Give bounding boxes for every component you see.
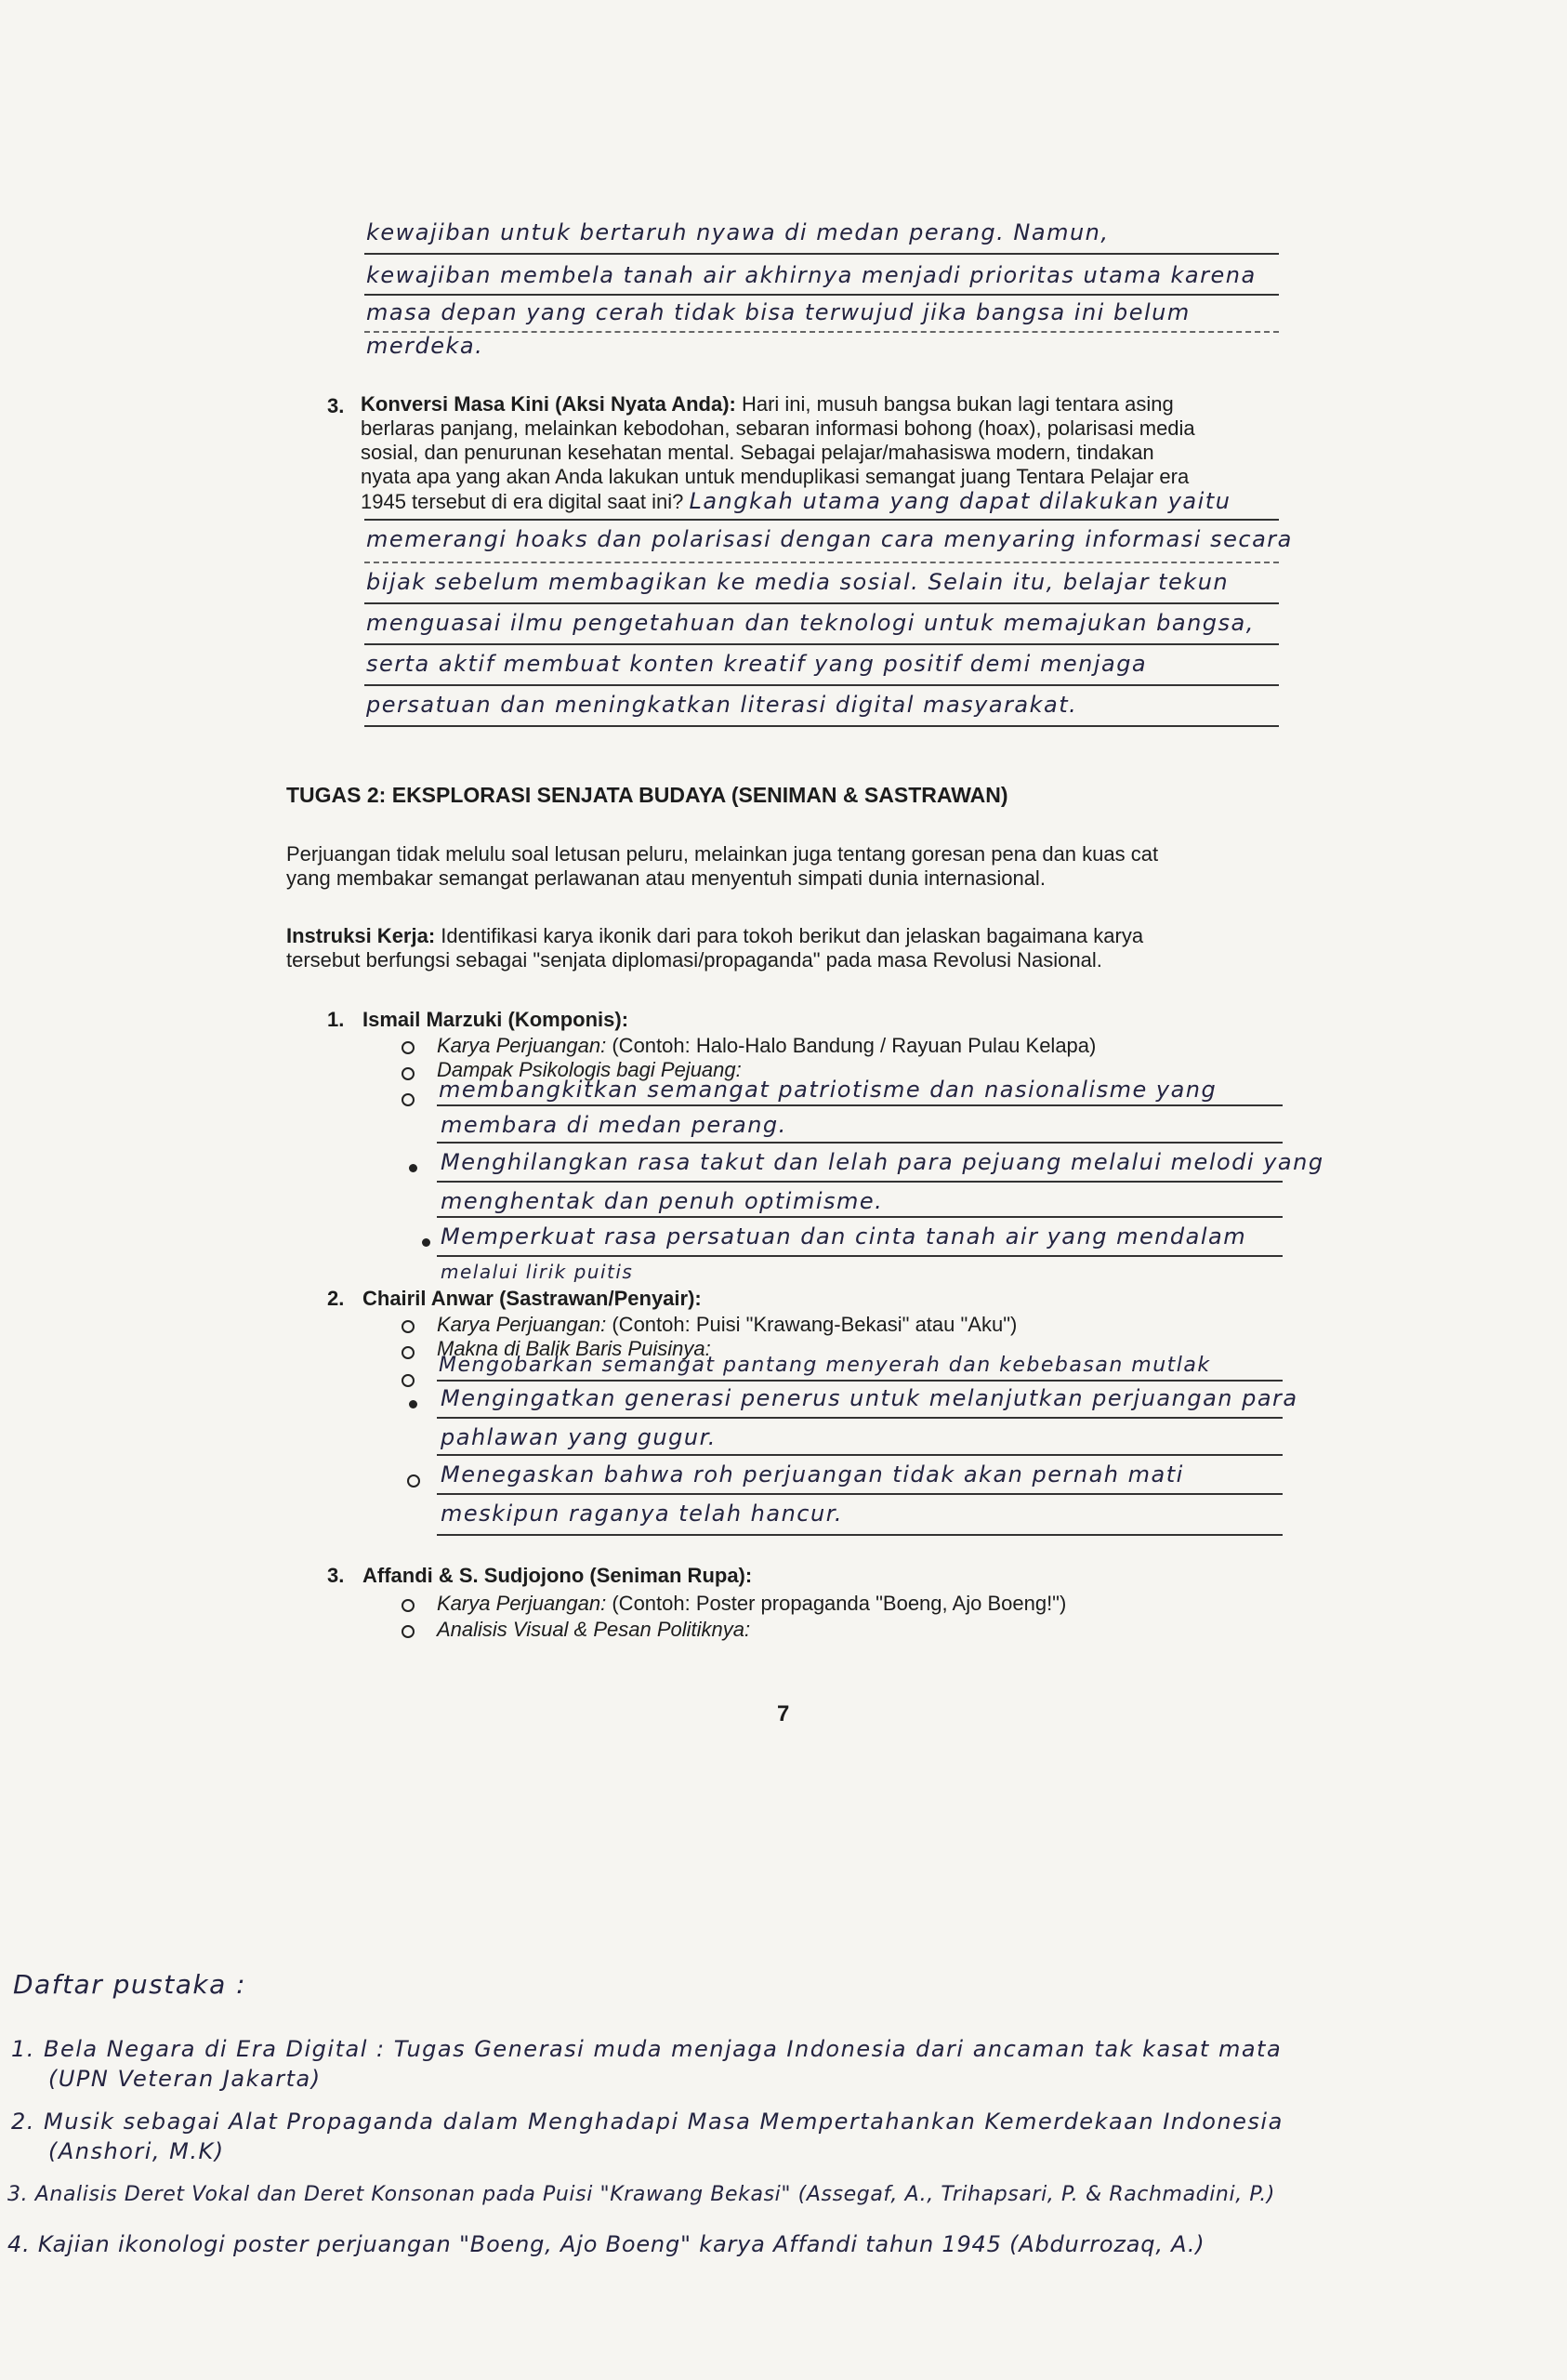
answer-rule bbox=[437, 1454, 1283, 1456]
answer-rule bbox=[364, 725, 1279, 727]
karya-text: (Contoh: Halo-Halo Bandung / Rayuan Pulau Kelapa) bbox=[612, 1034, 1097, 1057]
q3-answer-line: menguasai ilmu pengetahuan dan teknologi untuk memajukan bangsa, bbox=[366, 610, 1255, 636]
item-number: 1. bbox=[327, 1008, 345, 1031]
q3-answer-line: persatuan dan meningkatkan literasi digital masyarakat. bbox=[366, 692, 1078, 718]
references-title: Daftar pustaka : bbox=[13, 1969, 247, 2000]
item-3-title: Affandi & S. Sudjojono (Seniman Rupa): bbox=[362, 1564, 753, 1587]
reference-item: 2. Musik sebagai Alat Propaganda dalam Menghadapi Masa Mempertahankan Kemerdekaan Indonesia bbox=[11, 2109, 1284, 2135]
bullet-circle bbox=[407, 1474, 420, 1488]
hand-line-3: masa depan yang cerah tidak bisa terwujud jika bangsa ini belum bbox=[366, 299, 1191, 325]
answer-rule bbox=[364, 602, 1279, 604]
instruction-line-1: Identifikasi karya ikonik dari para tokoh berikut dan jelaskan bagaimana karya bbox=[441, 924, 1144, 947]
instruction-line-2: tersebut berfungsi sebagai "senjata diplomasi/propaganda" pada masa Revolusi Nasional. bbox=[286, 948, 1102, 972]
q3-line3: sosial, dan penurunan kesehatan mental. Sebagai pelajar/mahasiswa modern, tindakan bbox=[361, 441, 1154, 464]
question-number: 3. bbox=[327, 394, 345, 417]
bullet-circle bbox=[402, 1346, 415, 1359]
q3-line4: nyata apa yang akan Anda lakukan untuk menduplikasi semangat juang Tentara Pelajar era bbox=[361, 465, 1190, 488]
q3-answer-line: serta aktif membuat konten kreatif yang positif demi menjaga bbox=[366, 651, 1148, 677]
bullet-circle bbox=[402, 1067, 415, 1080]
answer-rule bbox=[364, 294, 1279, 296]
q3-answer-start: Langkah utama yang dapat dilakukan yaitu bbox=[689, 488, 1231, 514]
item1-answer-line: membangkitkan semangat patriotisme dan nasionalisme yang bbox=[439, 1077, 1218, 1103]
bullet-dot bbox=[409, 1400, 417, 1408]
analisis-label: Analisis Visual & Pesan Politiknya: bbox=[437, 1618, 751, 1641]
hand-line-4: merdeka. bbox=[366, 333, 484, 359]
karya-label: Karya Perjuangan: bbox=[437, 1313, 607, 1336]
tugas2-intro bbox=[286, 842, 1158, 891]
page-number: 7 bbox=[777, 1701, 790, 1726]
bullet-circle bbox=[402, 1374, 415, 1387]
q3-line5: 1945 tersebut di era digital saat ini? bbox=[361, 490, 684, 513]
item2-answer-line: meskipun raganya telah hancur. bbox=[441, 1501, 843, 1527]
answer-rule bbox=[364, 643, 1279, 645]
item2-answer-line: Mengingatkan generasi penerus untuk melanjutkan perjuangan para bbox=[441, 1385, 1298, 1411]
answer-rule bbox=[437, 1493, 1283, 1495]
makna-label: Makna di Balik Baris Puisinya: bbox=[437, 1337, 711, 1360]
item1-answer-line: melalui lirik puitis bbox=[441, 1261, 634, 1283]
hand-line-2: kewajiban membela tanah air akhirnya menjadi prioritas utama karena bbox=[366, 262, 1257, 288]
answer-rule bbox=[437, 1181, 1283, 1183]
q3-answer-line: memerangi hoaks dan polarisasi dengan cara menyaring informasi secara bbox=[366, 526, 1293, 552]
dampak-label: Dampak Psikologis bagi Pejuang: bbox=[437, 1058, 742, 1081]
reference-item: (UPN Veteran Jakarta) bbox=[48, 2066, 322, 2092]
answer-rule bbox=[437, 1142, 1283, 1144]
karya-text: (Contoh: Puisi "Krawang-Bekasi" atau "Aku") bbox=[612, 1313, 1018, 1336]
item2-answer-line: Menegaskan bahwa roh perjuangan tidak akan pernah mati bbox=[441, 1461, 1184, 1488]
section-heading: TUGAS 2: EKSPLORASI SENJATA BUDAYA (SENIMAN & SASTRAWAN) bbox=[286, 783, 1008, 807]
karya-line bbox=[437, 1034, 1096, 1058]
answer-rule bbox=[437, 1380, 1283, 1382]
item2-answer-line: Mengobarkan semangat pantang menyerah dan kebebasan mutlak bbox=[439, 1354, 1211, 1377]
bullet-circle bbox=[402, 1041, 415, 1054]
reference-item: 1. Bela Negara di Era Digital : Tugas Generasi muda menjaga Indonesia dari ancaman tak kasat mata bbox=[11, 2036, 1283, 2062]
item-2-title: Chairil Anwar (Sastrawan/Penyair): bbox=[362, 1287, 702, 1310]
item-1-title: Ismail Marzuki (Komponis): bbox=[362, 1008, 629, 1031]
reference-item: (Anshori, M.K) bbox=[48, 2138, 225, 2164]
item1-answer-line: menghentak dan penuh optimisme. bbox=[441, 1188, 884, 1214]
karya-line bbox=[437, 1592, 1066, 1616]
item2-answer-line: pahlawan yang gugur. bbox=[441, 1424, 717, 1450]
answer-rule bbox=[437, 1417, 1283, 1419]
answer-rule bbox=[364, 519, 1279, 521]
item1-answer-line: Memperkuat rasa persatuan dan cinta tanah air yang mendalam bbox=[441, 1223, 1247, 1250]
bullet-dot bbox=[409, 1164, 417, 1172]
answer-rule bbox=[364, 253, 1279, 255]
item-number: 2. bbox=[327, 1287, 345, 1310]
hand-line-1: kewajiban untuk bertaruh nyawa di medan perang. Namun, bbox=[366, 219, 1110, 245]
answer-rule bbox=[437, 1104, 1283, 1106]
question-3-title: Konversi Masa Kini (Aksi Nyata Anda): bbox=[361, 392, 736, 416]
answer-rule bbox=[364, 331, 1279, 333]
bullet-circle bbox=[402, 1625, 415, 1638]
intro-line-2: yang membakar semangat perlawanan atau menyentuh simpati dunia internasional. bbox=[286, 866, 1046, 890]
bullet-circle bbox=[402, 1599, 415, 1612]
q3-line2: berlaras panjang, melainkan kebodohan, sebaran informasi bohong (hoax), polarisasi media bbox=[361, 416, 1195, 440]
instruction-label: Instruksi Kerja: bbox=[286, 924, 436, 947]
item1-answer-line: membara di medan perang. bbox=[441, 1112, 787, 1138]
answer-rule bbox=[437, 1534, 1283, 1536]
question-3-text bbox=[361, 392, 1290, 514]
karya-label: Karya Perjuangan: bbox=[437, 1034, 607, 1057]
answer-rule bbox=[437, 1255, 1283, 1257]
karya-text: (Contoh: Poster propaganda "Boeng, Ajo Boeng!") bbox=[612, 1592, 1067, 1615]
q3-answer-line: bijak sebelum membagikan ke media sosial. Selain itu, belajar tekun bbox=[366, 569, 1230, 595]
bullet-circle bbox=[402, 1320, 415, 1333]
bullet-dot bbox=[422, 1238, 430, 1247]
instruction-block bbox=[286, 924, 1143, 972]
answer-rule bbox=[437, 1216, 1283, 1218]
reference-item: 3. Analisis Deret Vokal dan Deret Konsonan pada Puisi "Krawang Bekasi" (Assegaf, A., Trihapsari, P. & Rachmadini, P.) bbox=[7, 2183, 1275, 2206]
q3-line1: Hari ini, musuh bangsa bukan lagi tentara asing bbox=[741, 392, 1174, 416]
intro-line-1: Perjuangan tidak melulu soal letusan peluru, melainkan juga tentang goresan pena dan kuas cat bbox=[286, 842, 1159, 866]
karya-label: Karya Perjuangan: bbox=[437, 1592, 607, 1615]
item1-answer-line: Menghilangkan rasa takut dan lelah para pejuang melalui melodi yang bbox=[441, 1149, 1324, 1175]
item-number: 3. bbox=[327, 1564, 345, 1587]
answer-rule bbox=[364, 684, 1279, 686]
karya-line bbox=[437, 1313, 1017, 1337]
bullet-circle bbox=[402, 1093, 415, 1106]
answer-rule bbox=[364, 562, 1279, 563]
reference-item: 4. Kajian ikonologi poster perjuangan "Boeng, Ajo Boeng" karya Affandi tahun 1945 (Abdurrozaq, A.) bbox=[7, 2231, 1205, 2257]
